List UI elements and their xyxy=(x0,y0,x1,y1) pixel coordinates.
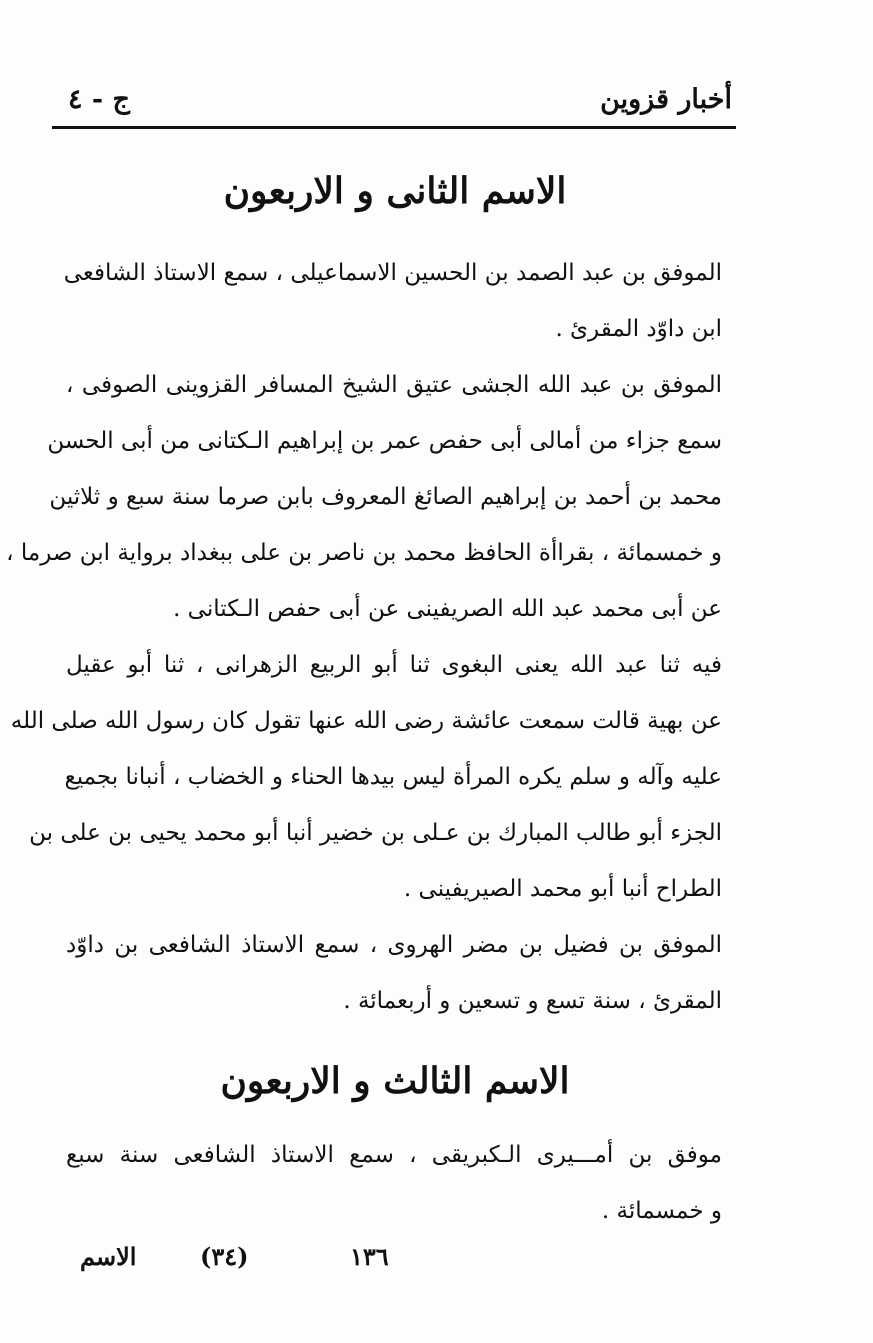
text-line: سمع جزاء من أمالى أبى حفص عمر بن إبراهيم الـكتانى من أبى الحسن xyxy=(47,428,722,454)
text-line: الموفق بن عبد الصمد بن الحسين الاسماعيلى ، سمع الاستاذ الشافعى xyxy=(63,260,722,286)
text-line: عليه وآله و سلم يكره المرأة ليس بيدها الحناء و الخضاب ، أنبانا بجميع xyxy=(64,764,722,790)
text-line: موفق بن أمـــيرى الـكبريقى ، سمع الاستاذ الشافعى سنة سبع xyxy=(66,1142,722,1168)
section-heading: الاسم الثالث و الاربعون xyxy=(220,1060,570,1102)
text-line: فيه ثنا عبد الله يعنى البغوى ثنا أبو الربيع الزهرانى ، ثنا أبو عقيل xyxy=(66,652,722,678)
text-line: الموفق بن فضيل بن مضر الهروى ، سمع الاستاذ الشافعى بن داوّد xyxy=(66,932,722,958)
text-line: محمد بن أحمد بن إبراهيم الصائغ المعروف بابن صرما سنة سبع و ثلاثين xyxy=(49,484,722,510)
catchword: الاسم xyxy=(80,1242,137,1271)
running-header-title: أخبار قزوين xyxy=(600,84,732,115)
page-number: ١٣٦ xyxy=(350,1242,389,1271)
signature-mark: (٣٤) xyxy=(200,1242,249,1271)
text-line: المقرئ ، سنة تسع و تسعين و أربعمائة . xyxy=(343,988,722,1014)
text-line: عن أبى محمد عبد الله الصريفينى عن أبى حفص الـكتانى . xyxy=(173,596,722,622)
text-line: الجزء أبو طالب المبارك بن عـلى بن خضير أنبا أبو محمد يحيى بن على بن xyxy=(29,820,722,846)
section-heading: الاسم الثانى و الاربعون xyxy=(223,170,567,212)
text-line: عن بهية قالت سمعت عائشة رضى الله عنها تقول كان رسول الله صلى الله xyxy=(10,708,722,734)
text-line: و خمسمائة ، بقراأة الحافظ محمد بن ناصر بن على ببغداد برواية ابن صرما ، xyxy=(6,540,722,566)
text-line: و خمسمائة . xyxy=(601,1198,722,1224)
running-header-volume: ج - ٤ xyxy=(68,84,130,115)
text-line: الطراح أنبا أبو محمد الصيريفينى . xyxy=(403,876,722,902)
text-line: الموفق بن عبد الله الجشى عتيق الشيخ المسافر القزوينى الصوفى ، xyxy=(66,372,722,398)
header-rule xyxy=(52,126,736,129)
page-footer xyxy=(60,1242,740,1282)
running-header xyxy=(52,80,736,124)
text-line: ابن داوّد المقرئ . xyxy=(555,316,722,342)
